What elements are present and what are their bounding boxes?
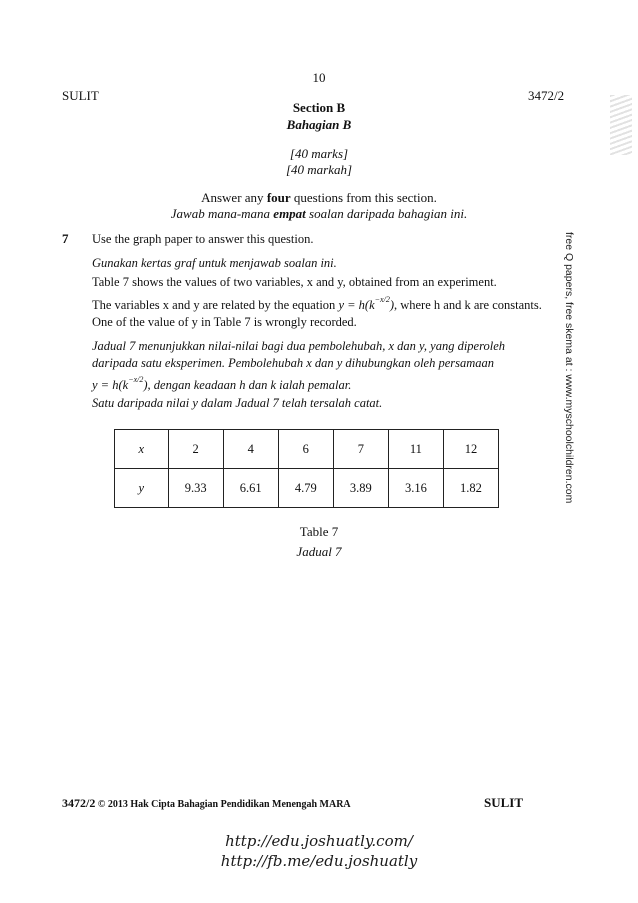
table-cell: 6.61 bbox=[223, 469, 278, 508]
table-header-y: y bbox=[115, 469, 169, 508]
question-line-wrong-value: One of the value of y in Table 7 is wrongly recorded. bbox=[92, 315, 357, 329]
data-table bbox=[114, 429, 499, 508]
table-cell: 6 bbox=[278, 430, 333, 469]
equation: $y = h(k^{-x/2})$ bbox=[338, 295, 394, 312]
header-paper-code: 3472/2 bbox=[528, 88, 565, 103]
page-number: 10 bbox=[312, 70, 326, 85]
question-malay-line-1: Jadual 7 menunjukkan nilai-nilai bagi dua pembolehubah, x dan y, yang diperoleh bbox=[92, 339, 506, 353]
side-watermark-url: free Q papers, free skema at : www.myschoolchildren.com bbox=[563, 232, 575, 504]
table-row-x bbox=[115, 430, 499, 469]
question-malay-line-2: daripada satu eksperimen. Pembolehubah x dan y dihubungkan oleh persamaan bbox=[92, 356, 495, 370]
section-instruction-malay: Jawab mana-mana empat soalan daripada bahagian ini. bbox=[170, 206, 468, 221]
equation-malay: $y = h(k^{-x/2})$ bbox=[92, 375, 148, 392]
section-title-malay: Bahagian B bbox=[286, 117, 352, 132]
question-line-graph: Use the graph paper to answer this question. bbox=[92, 232, 314, 246]
table-cell: 1.82 bbox=[443, 469, 498, 508]
question-line-table: Table 7 shows the values of two variables, x and y, obtained from an experiment. bbox=[92, 275, 497, 289]
footer-sulit-label: SULIT bbox=[484, 795, 524, 810]
section-title: Section B bbox=[292, 100, 346, 115]
question-number: 7 bbox=[62, 231, 69, 246]
question-line-graph-malay: Gunakan kertas graf untuk menjawab soalan ini. bbox=[92, 256, 337, 270]
table-cell: 9.33 bbox=[168, 469, 223, 508]
link-website[interactable]: http://edu.joshuatly.com/ bbox=[225, 832, 413, 850]
footer-copyright: 3472/2 © 2013 Hak Cipta Bahagian Pendidikan Menengah MARA bbox=[62, 796, 351, 810]
table-cell: 4 bbox=[223, 430, 278, 469]
table-cell: 12 bbox=[443, 430, 498, 469]
section-marks: [40 marks] bbox=[289, 146, 349, 161]
table-caption: Table 7 bbox=[299, 524, 339, 539]
table-cell: 2 bbox=[168, 430, 223, 469]
section-instruction: Answer any four questions from this section. bbox=[201, 190, 437, 205]
table-cell: 7 bbox=[333, 430, 388, 469]
table-row-y bbox=[115, 469, 499, 508]
question-line-equation: The variables x and y are related by the equation $y = h(k^{-x/2})$, where h and k are constants. bbox=[92, 295, 542, 312]
question-malay-line-3: $y = h(k^{-x/2})$, dengan keadaan h dan k ialah pemalar. bbox=[92, 375, 352, 392]
table-caption-malay: Jadual 7 bbox=[296, 544, 342, 559]
table-cell: 11 bbox=[388, 430, 443, 469]
question-malay-line-4: Satu daripada nilai y dalam Jadual 7 telah tersalah catat. bbox=[92, 396, 383, 410]
table-cell: 4.79 bbox=[278, 469, 333, 508]
table-cell: 3.89 bbox=[333, 469, 388, 508]
table-header-x: x bbox=[115, 430, 169, 469]
table-cell: 3.16 bbox=[388, 469, 443, 508]
header-sulit-label: SULIT bbox=[62, 88, 99, 103]
link-facebook[interactable]: http://fb.me/edu.joshuatly bbox=[220, 852, 418, 870]
section-marks-malay: [40 markah] bbox=[285, 162, 353, 177]
